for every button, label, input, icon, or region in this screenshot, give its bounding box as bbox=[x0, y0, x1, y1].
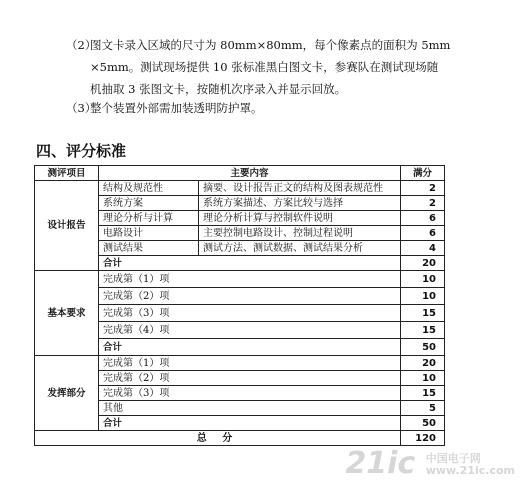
sub-item-cell: 系统方案 bbox=[99, 196, 199, 211]
table-row bbox=[35, 356, 445, 371]
subtotal-score: 20 bbox=[401, 256, 445, 271]
watermark-caption bbox=[426, 453, 515, 477]
paragraph-3 bbox=[66, 97, 263, 119]
description-cell: 测试方法、测试数据、测试结果分析 bbox=[199, 241, 401, 256]
sub-item-cell: 电路设计 bbox=[99, 226, 199, 241]
scoring-table bbox=[34, 165, 445, 446]
paragraph-text: 整个装置外部需加装透明防护罩。 bbox=[90, 101, 263, 115]
table-row bbox=[35, 181, 445, 196]
sub-item-cell: 完成第（3）项 bbox=[99, 305, 401, 322]
score-cell: 2 bbox=[401, 196, 445, 211]
score-cell: 10 bbox=[401, 288, 445, 305]
score-cell: 15 bbox=[401, 386, 445, 401]
sub-item-cell: 完成第（3）项 bbox=[99, 386, 401, 401]
score-cell: 6 bbox=[401, 211, 445, 226]
description-cell: 主要控制电路设计、控制过程说明 bbox=[199, 226, 401, 241]
sub-item-cell: 其他 bbox=[99, 401, 401, 416]
sub-item-cell: 完成第（1）项 bbox=[99, 271, 401, 288]
header-content: 主要内容 bbox=[99, 166, 401, 181]
paragraph-line: 机抽取 3 张图文卡，按随机次序录入并显示回放。 bbox=[90, 82, 347, 96]
paragraph-line: ×5mm。测试现场提供 10 张标准黑白图文卡，参赛队在测试现场随 bbox=[90, 60, 439, 74]
score-cell: 15 bbox=[401, 305, 445, 322]
paragraph-2 bbox=[66, 34, 466, 100]
subtotal-label: 合计 bbox=[99, 416, 401, 431]
score-cell: 2 bbox=[401, 181, 445, 196]
site-watermark bbox=[345, 446, 515, 481]
sub-item-cell: 完成第（2）项 bbox=[99, 288, 401, 305]
subtotal-score: 50 bbox=[401, 416, 445, 431]
sub-item-cell: 理论分析与计算 bbox=[99, 211, 199, 226]
sub-item-cell: 完成第（1）项 bbox=[99, 356, 401, 371]
sub-item-cell: 测试结果 bbox=[99, 241, 199, 256]
item-number: （3） bbox=[66, 101, 97, 115]
description-cell: 摘要、设计报告正文的结构及图表规范性 bbox=[199, 181, 401, 196]
paragraph-line: 图文卡录入区域的尺寸为 80mm×80mm，每个像素点的面积为 5mm bbox=[90, 38, 451, 52]
score-cell: 5 bbox=[401, 401, 445, 416]
score-cell: 10 bbox=[401, 271, 445, 288]
item-number: （2） bbox=[66, 38, 97, 52]
total-label: 总 分 bbox=[35, 431, 401, 446]
description-cell: 理论分析计算与控制软件说明 bbox=[199, 211, 401, 226]
sub-item-cell: 完成第（4）项 bbox=[99, 322, 401, 339]
category-cell: 基本要求 bbox=[35, 271, 99, 356]
subtotal-label: 合计 bbox=[99, 339, 401, 356]
table-row bbox=[35, 271, 445, 288]
total-score: 120 bbox=[401, 431, 445, 446]
description-cell: 系统方案描述、方案比较与选择 bbox=[199, 196, 401, 211]
sub-item-cell: 结构及规范性 bbox=[99, 181, 199, 196]
category-cell: 发挥部分 bbox=[35, 356, 99, 431]
header-full-score: 满分 bbox=[401, 166, 445, 181]
total-row bbox=[35, 431, 445, 446]
watermark-line: www.21ic.com bbox=[425, 463, 515, 477]
category-cell: 设计报告 bbox=[35, 181, 99, 271]
subtotal-label: 合计 bbox=[99, 256, 401, 271]
score-cell: 6 bbox=[401, 226, 445, 241]
subtotal-score: 50 bbox=[401, 339, 445, 356]
score-cell: 20 bbox=[401, 356, 445, 371]
table-header-row bbox=[35, 166, 445, 181]
watermark-line: 中国电子网 bbox=[425, 451, 481, 465]
watermark-logo: 21ic bbox=[345, 446, 416, 481]
header-item: 测评项目 bbox=[35, 166, 99, 181]
score-cell: 10 bbox=[401, 371, 445, 386]
section-title: 四、评分标准 bbox=[36, 142, 127, 160]
score-cell: 15 bbox=[401, 322, 445, 339]
score-cell: 4 bbox=[401, 241, 445, 256]
sub-item-cell: 完成第（2）项 bbox=[99, 371, 401, 386]
